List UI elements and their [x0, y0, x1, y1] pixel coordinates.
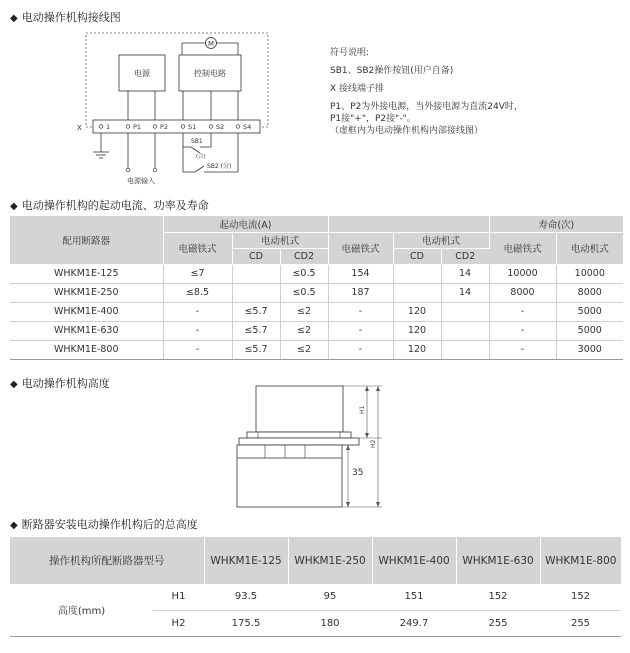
header-cd2: CD2 — [280, 248, 328, 264]
total-height-table — [10, 537, 621, 637]
table-row — [10, 340, 623, 359]
cell: - — [163, 302, 232, 321]
header-cd: CD — [232, 248, 280, 264]
header-motor: 电动机式 — [556, 232, 623, 264]
dim-35-label: 35 — [352, 468, 364, 478]
table-row — [10, 584, 621, 610]
header-electromagnet: 电磁铁式 — [163, 232, 232, 264]
cell: WHKM1E-400 — [10, 302, 163, 321]
header-electromagnet: 电磁铁式 — [328, 232, 393, 264]
symbol-legend — [330, 46, 523, 138]
cell: 120 — [393, 302, 441, 321]
legend-line: SB1、SB2操作按钮(用户自备) — [330, 66, 454, 76]
section-title-current — [10, 197, 209, 213]
section-title-wiring — [10, 9, 121, 25]
section-title-height — [10, 375, 110, 391]
legend-line: 符号说明: — [330, 48, 370, 58]
cell: WHKM1E-250 — [10, 283, 163, 302]
cell: 187 — [328, 283, 393, 302]
cell: ≤5.7 — [232, 302, 280, 321]
header-motor: 电动机式 — [393, 232, 489, 248]
terminal-strip-x-label: X — [77, 124, 82, 132]
header-life: 寿命(次) — [489, 216, 623, 232]
sb2-switch-icon — [195, 166, 204, 172]
control-label: 控制电路 — [194, 69, 226, 78]
cell: WHKM1E-630 — [10, 321, 163, 340]
cell: 152 — [540, 584, 621, 610]
cell: ≤0.5 — [280, 264, 328, 283]
cell: 93.5 — [204, 584, 288, 610]
cell — [393, 283, 441, 302]
power-input-label: 电源输入 — [127, 177, 155, 185]
sb1-label: SB1 — [191, 138, 203, 145]
cell — [441, 321, 489, 340]
cell: 151 — [372, 584, 456, 610]
cell: ≤5.7 — [232, 321, 280, 340]
motor-wire — [182, 43, 206, 55]
cell: ≤7 — [163, 264, 232, 283]
cell: WHKM1E-800 — [10, 340, 163, 359]
sb1-switch-icon — [191, 147, 200, 153]
sb2-label: SB2 (分) — [207, 163, 232, 170]
svg-text:S4: S4 — [243, 123, 252, 131]
cell: 8000 — [489, 283, 556, 302]
cell: 152 — [456, 584, 540, 610]
h1-label: H1 — [359, 405, 366, 414]
sb1-sub-label: (合) — [196, 154, 206, 160]
cell: 3000 — [556, 340, 623, 359]
diamond-bullet-icon: ◆ — [10, 520, 18, 531]
row-name-h1: H1 — [153, 584, 204, 610]
cell — [232, 283, 280, 302]
cell: 5000 — [556, 302, 623, 321]
cell: 10000 — [489, 264, 556, 283]
h2-label: H2 — [370, 439, 377, 448]
cell: ≤2 — [280, 321, 328, 340]
row-name-h2: H2 — [153, 610, 204, 636]
base-step — [239, 438, 359, 445]
table-row — [10, 302, 623, 321]
current-life-table — [10, 216, 623, 360]
power-label: 电源 — [134, 69, 150, 78]
cell: 120 — [393, 321, 441, 340]
cell — [441, 340, 489, 359]
cell: 120 — [393, 340, 441, 359]
diamond-bullet-icon: ◆ — [10, 379, 18, 390]
collar — [247, 432, 351, 438]
cell: 180 — [288, 610, 372, 636]
cell: 8000 — [556, 283, 623, 302]
section-title-text: 电动操作机构的起动电流、功率及寿命 — [21, 199, 209, 212]
cell: - — [328, 302, 393, 321]
cell: 255 — [540, 610, 621, 636]
table-row — [10, 283, 623, 302]
motor-wire-right — [217, 43, 239, 55]
svg-text:1: 1 — [106, 123, 111, 131]
header-model-400: WHKM1E-400 — [372, 537, 456, 584]
height-drawing — [230, 380, 390, 512]
diamond-bullet-icon: ◆ — [10, 13, 18, 24]
cell: ≤0.5 — [280, 283, 328, 302]
cell: 95 — [288, 584, 372, 610]
header-model-250: WHKM1E-250 — [288, 537, 372, 584]
cell: ≤8.5 — [163, 283, 232, 302]
section-title-total-height — [10, 516, 198, 532]
table-row — [10, 321, 623, 340]
cell — [232, 264, 280, 283]
header-start-current: 起动电流(A) — [163, 216, 328, 232]
section-title-text: 电动操作机构接线图 — [21, 11, 121, 24]
cell: 5000 — [556, 321, 623, 340]
header-power — [328, 216, 489, 232]
cell: - — [489, 302, 556, 321]
cell: 249.7 — [372, 610, 456, 636]
cell: - — [328, 340, 393, 359]
lower-body — [237, 445, 342, 507]
cell: 255 — [456, 610, 540, 636]
cell: 10000 — [556, 264, 623, 283]
svg-text:S1: S1 — [188, 123, 197, 131]
header-model: 操作机构所配断路器型号 — [10, 537, 204, 584]
cell: 154 — [328, 264, 393, 283]
cell: - — [163, 340, 232, 359]
header-motor: 电动机式 — [232, 232, 328, 248]
cell — [441, 302, 489, 321]
cell: 175.5 — [204, 610, 288, 636]
table-row — [10, 264, 623, 283]
cell: - — [163, 321, 232, 340]
legend-line: P1、P2为外接电源，当外接电源为直流24V时， — [330, 102, 523, 112]
header-breaker: 配用断路器 — [10, 216, 163, 264]
header-model-125: WHKM1E-125 — [204, 537, 288, 584]
cell: 14 — [441, 283, 489, 302]
svg-text:S2: S2 — [216, 123, 225, 131]
diamond-bullet-icon: ◆ — [10, 201, 18, 212]
header-electromagnet: 电磁铁式 — [489, 232, 556, 264]
svg-text:P2: P2 — [160, 123, 169, 131]
cell: - — [489, 321, 556, 340]
cell — [393, 264, 441, 283]
cell: ≤2 — [280, 302, 328, 321]
cell: ≤5.7 — [232, 340, 280, 359]
legend-line: （虚框内为电动操作机构内部接线图） — [330, 126, 484, 136]
header-cd2: CD2 — [441, 248, 489, 264]
cell: ≤2 — [280, 340, 328, 359]
header-model-800: WHKM1E-800 — [540, 537, 621, 584]
wiring-diagram — [60, 26, 310, 188]
upper-body — [256, 386, 343, 432]
cell: 14 — [441, 264, 489, 283]
cell: - — [489, 340, 556, 359]
svg-text:P1: P1 — [133, 123, 142, 131]
terminal-strip — [93, 120, 260, 133]
section-title-text: 断路器安装电动操作机构后的总高度 — [21, 518, 198, 531]
header-cd: CD — [393, 248, 441, 264]
cell: WHKM1E-125 — [10, 264, 163, 283]
header-model-630: WHKM1E-630 — [456, 537, 540, 584]
legend-line: X 接线端子排 — [330, 84, 385, 94]
legend-line: P1接"+"，P2接"-"。 — [330, 114, 416, 124]
motor-label: M — [207, 40, 215, 48]
cell: - — [328, 321, 393, 340]
row-label-height: 高度(mm) — [10, 584, 153, 636]
section-title-text: 电动操作机构高度 — [21, 377, 110, 390]
